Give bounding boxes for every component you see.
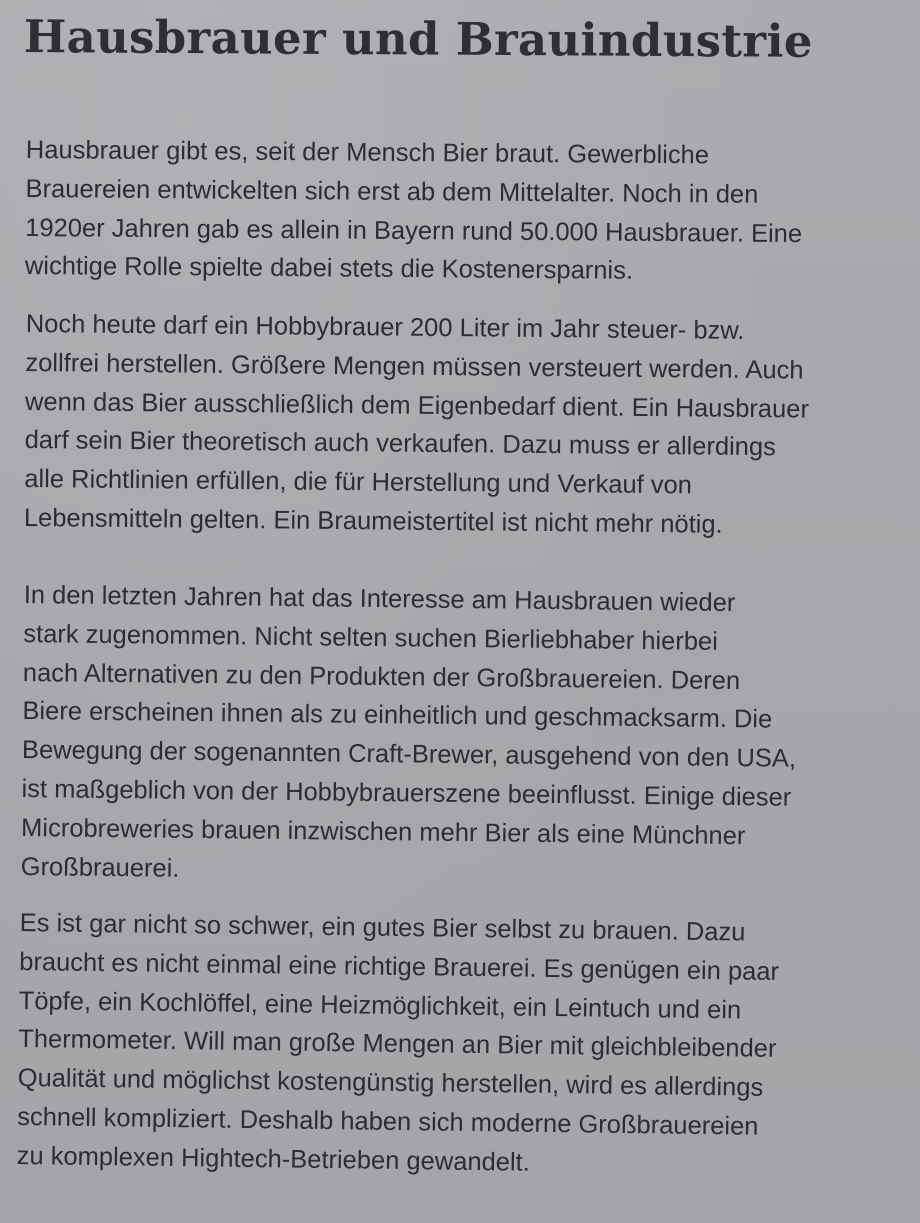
text-line: In den letzten Jahren hat das Interesse am Hausbrauen wieder (23, 580, 736, 618)
text-line: Brauereien entwickelten sich erst ab dem Mittelalter. Noch in den (25, 174, 759, 209)
text-line: braucht es nicht einmal eine richtige Brauerei. Es genügen ein paar (19, 947, 780, 986)
text-line: ist maßgeblich von der Hobbybrauerszene beeinflusst. Einige dieser (21, 774, 792, 812)
text-line: alle Richtlinien erfüllen, die für Herstellung und Verkauf von (24, 465, 693, 500)
text-line: zu komplexen Hightech-Betrieben gewandelt. (16, 1141, 530, 1177)
text-line: Es ist gar nicht so schwer, ein gutes Bier selbst zu brauen. Dazu (19, 908, 746, 947)
paragraph-hobbybrauer-rules (24, 305, 810, 545)
text-line: Großbrauerei. (20, 852, 180, 883)
text-line: Microbreweries brauen inzwischen mehr Bier als eine Münchner (20, 813, 746, 850)
text-line: Qualität und möglichst kostengünstig herstellen, wird es allerdings (17, 1064, 764, 1102)
text-line: Bewegung der sogenannten Craft-Brewer, ausgehend von den USA, (21, 736, 797, 773)
text-line: nach Alternativen zu den Produkten der Großbrauereien. Deren (22, 658, 741, 695)
text-line: schnell kompliziert. Deshalb haben sich moderne Großbrauereien (17, 1102, 759, 1141)
text-line: wichtige Rolle spielte dabei stets die Kostenersparnis. (24, 252, 634, 286)
text-line: wenn das Bier ausschließlich dem Eigenbedarf dient. Ein Hausbrauer (24, 387, 810, 424)
paragraph-brewing-at-home (16, 904, 779, 1186)
text-line: Noch heute darf ein Hobbybrauer 200 Liter im Jahr steuer- bzw. (25, 309, 745, 345)
text-line: darf sein Bier theoretisch auch verkaufen. Dazu muss er allerdings (24, 426, 777, 462)
paragraph-hausbrauer-history (25, 131, 803, 292)
text-line: Thermometer. Will man große Mengen an Bier mit gleichbleibender (18, 1025, 777, 1064)
page-title: Hausbrauer und Brauindustrie (23, 10, 813, 68)
text-line: Biere erscheinen ihnen als zu einheitlich und geschmacksarm. Die (22, 697, 773, 734)
text-line: Lebensmitteln gelten. Ein Braumeistertitel ist nicht mehr nötig. (23, 503, 723, 539)
text-line: stark zugenommen. Nicht selten suchen Bierliebhaber hierbei (23, 619, 719, 656)
text-line: 1920er Jahren gab es allein in Bayern rund 50.000 Hausbrauer. Eine (25, 213, 803, 248)
text-line: Hausbrauer gibt es, seit der Mensch Bier braut. Gewerbliche (25, 135, 710, 170)
paragraph-craft-brewer (20, 576, 797, 895)
text-line: zollfrei herstellen. Größere Mengen müssen versteuert werden. Auch (25, 348, 804, 385)
text-line: Töpfe, ein Kochlöffel, eine Heizmöglichkeit, ein Leintuch und ein (18, 986, 742, 1025)
